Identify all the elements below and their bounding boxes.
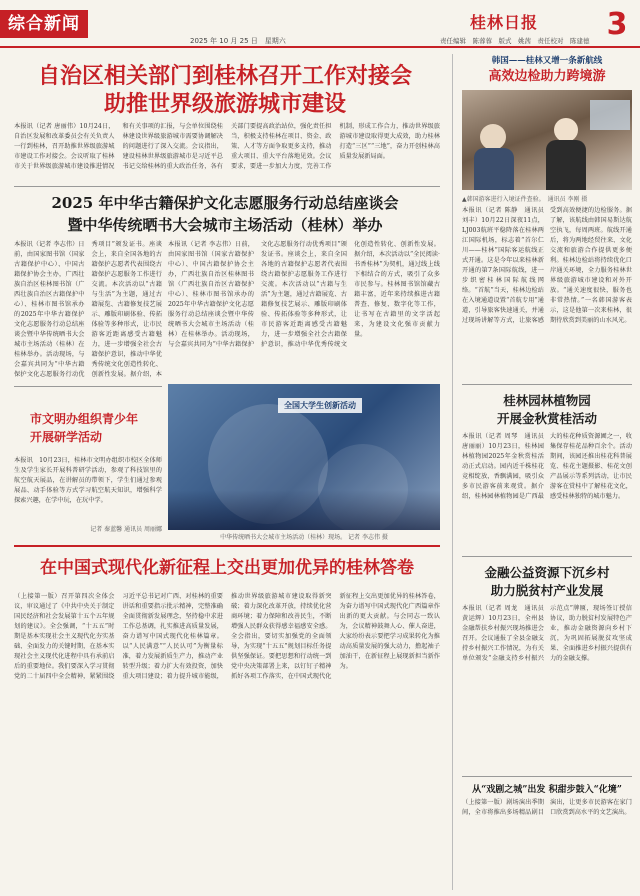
issue-date: 2025 年 10 月 25 日 星期六 bbox=[190, 37, 286, 45]
divider bbox=[462, 776, 632, 777]
story2-caption-credit: 记者 李志伟 摄 bbox=[348, 534, 388, 541]
divider bbox=[14, 386, 162, 387]
story-b-body: 本报讯（记者 周琴 通讯员 唐丽丽）10月23日，桂林园林植物园2025年金秋赏桂活动正式启动。园内近千株桂花竞相绽放，香飘满园，吸引众多市民游客前来观赏。据介绍，桂林园林植物园是广西最大的桂花种质资源圃之一，收集保存桂花品种百余个。活动期间，该园还推出桂花科普展览、桂花主题摄影、桂花文创产品展示等系列活动，让市民游客在赏桂中了解桂花文化，感受桂林独特的城市魅力。 bbox=[462, 433, 632, 500]
story-a-photo-caption: ▲韩国游客进行入境证件查验。 通讯员 李刚 摄 bbox=[462, 196, 588, 203]
divider bbox=[462, 384, 632, 385]
lead-story-title-line2: 助推世界级旅游城市建设 bbox=[103, 91, 346, 117]
lead-story-title-line1: 自治区相关部门到桂林召开工作对接会 bbox=[37, 63, 412, 89]
lead-story-title bbox=[20, 62, 430, 118]
story3-title bbox=[14, 410, 180, 446]
photo-banner: 全国大学生创新活动 bbox=[278, 398, 362, 413]
story3-title-line1: 市文明办组织青少年 bbox=[30, 412, 139, 426]
story2-title bbox=[20, 192, 430, 236]
story4-body: （上接第一版）召开第四次全体会议，审议通过了《中共中央关于制定国民经济和社会发展第十五个五年规划的建议》。全会强调，“十五五”时期是基本实现社会主义现代化夯实基础、全面发力的关键时期，在基本实现社会主义现代化进程中具有承前启后的重要地位。我们要深入学习贯彻党的二十届四中全会精神，紧紧围绕习近平总书记对广西、对桂林的重要讲话和重要指示批示精神，完整准确全面贯彻新发展理念，坚持稳中求进工作总基调，扎实推进高质量发展，奋力谱写中国式现代化桂林篇章。以“人民满意”“人民认可”为衡量标准，着力发展新质生产力，推动产业转型升级；着力扩大有效投资，加快重大项目建设；着力提升城市能级，推动世界级旅游城市建设取得新突破；着力深化改革开放，持续优化营商环境；着力保障和改善民生，不断增强人民群众获得感幸福感安全感。全会指出，要切实加强党的全面领导，为实现“十五五”规划目标任务提供坚强保证。要把思想和行动统一到党中央决策部署上来，以钉钉子精神抓好各项工作落实，在中国式现代化新征程上交出更加优异的桂林答卷，为奋力谱写中国式现代化广西篇章作出新的更大贡献。与会同志一致认为，会议精神鼓舞人心、催人奋进，大家纷纷表示要把学习成果转化为推动高质量发展的强大动力，撸起袖子加油干，在新征程上展现新担当新作为。 bbox=[14, 593, 440, 680]
story-a-title: 高效边检助力跨境游 bbox=[488, 69, 606, 84]
header-rule bbox=[0, 46, 640, 48]
story2-body: 本报讯（记者 李志伟）日前，由国家图书馆（国家古籍保护中心）、中国古籍保护协会主办，广西壮族自治区桂林图书馆（广西壮族自治区古籍保护中心）、桂林市图书馆承办的2025年中华古籍保护文化志愿服务行动总结座谈会暨中华传统晒书大会城市主场活动（桂林）在桂林举办。活动现场，与会嘉宾共同为“中华古籍保护文化志愿服务行动优秀项目”颁发证书。座谈会上，来自全国各地的古籍保护志愿者代表围绕古籍保护志愿服务工作进行交流。本次活动以“古籍与生活”为主题，通过古籍展览、古籍修复技艺展示、雕版印刷体验、传拓体验等多种形式，让市民游客近距离感受古籍魅力，进一步增强全社会古籍保护意识，推动中华优秀传统文化创造性转化、创新性发展。据介绍，本 bbox=[14, 241, 162, 378]
story3-body: 本报讯 10月23日，桂林市文明办组织市校区全体师生及学生家长开展科普研学活动，参观了科技馆里的航空航天展品，在讲解员的带领下，学生们通过参观展品、动手体验等方式学习航空航天知识，增强科学探索兴趣，在学中玩，在玩中学。 bbox=[14, 457, 162, 504]
section-badge: 综合新闻 bbox=[0, 10, 88, 38]
divider bbox=[14, 545, 440, 547]
story-c-title-line1: 金融公益资源下沉乡村 bbox=[484, 565, 610, 580]
divider bbox=[14, 186, 440, 187]
story-c-body: 本报讯（记者 周龙 通讯员 黄运辉）10月23日，全州县金融帮扶乡村振兴现场推进会召开。会议通报了全县金融支持乡村振兴工作情况，为有关单位颁发“金融支持乡村振兴示范点”牌匾，现场签订授信协议，助力脱贫村发展特色产业，推动金融资源向乡村下沉，为巩固拓展脱贫攻坚成果、全面推进乡村振兴提供有力的金融支撑。 bbox=[462, 605, 632, 662]
story-c-title bbox=[462, 564, 632, 600]
story-a-body: 本报讯（记者 陈静 通讯员 刘丰）10月22日深夜11点，LJ003航班平稳降落在桂林两江国际机场，标志着“首尔仁川——桂林”国际客运航线正式开通。这是今年以来桂林新开通的第7条国际航线，进一步织密桂林国际航线网络。“首航”当天，桂林边检站在入境通道设置“首航专用”通道，引导旅客快速通关，并通过现场讲解等方式，让旅客感受到高效便捷的边检服务。据了解，该航线由韩国易斯达航空执飞，每周两班。航线开通后，将为两地经贸往来、文化交流和旅游合作提供更多便利。桂林边检站将持续优化口岸通关环境，全力服务桂林世界级旅游城市建设和对外开放。“通关速度很快，服务也非常热情。”一名韩国游客表示，这是他第一次来桂林，很期待欣赏到美丽的山水风光。 bbox=[462, 207, 632, 324]
lead-story-body: 本报讯（记者 唐丽伟）10月24日，自治区发展和改革委员会有关负责人一行到桂林，召开助推世界级旅游城市建设工作对接会。会议听取了桂林市关于世界级旅游城市建设推进情况和有关事项的汇报，与会单位围绕桂林建设世界级旅游城市需要协调解决的问题进行了深入交流。会议指出，建设桂林世界级旅游城市是习近平总书记交给桂林的重大政治任务，各有关部门要提高政治站位，强化责任担当，积极支持桂林在项目、资金、政策、人才等方面争取更多支持，推动重大项目、重大平台落地见效。会议要求，要进一步加大力度，完善工作机制，形成工作合力，推动世界级旅游城市建设取得更大成效，助力桂林打造“三区”“三地”，奋力开创桂林高质量发展新局面。 bbox=[14, 123, 440, 170]
story2-title-line1: 2025 年中华古籍保护文化志愿服务行动总结座谈会 bbox=[51, 194, 399, 212]
story-a-photo bbox=[462, 90, 632, 190]
story-d-body: （上接第一版）剧场演出季期间，全市将推出多场精品剧目演出，让更多市民游客在家门口欣赏到高水平的文艺演出。 bbox=[462, 799, 632, 816]
story-b-title-line2: 开展金秋赏桂活动 bbox=[496, 411, 597, 426]
story2-photo-caption bbox=[168, 532, 440, 541]
story2-photo bbox=[168, 384, 440, 530]
story-b-title bbox=[462, 392, 632, 428]
story3-credit: 记者 秦蓝馨 通讯员 周丽娜 bbox=[90, 526, 162, 533]
story4-title: 在中国式现代化新征程上交出更加优异的桂林答卷 bbox=[40, 558, 414, 578]
story-b-title-line1: 桂林园林植物园 bbox=[503, 393, 591, 408]
editor-credits: 责任编辑 陈蓉蓉 版式 姚茜 责任校对 陈建德 bbox=[440, 37, 590, 45]
story-a-kicker: 韩国——桂林又增一条新航线 bbox=[491, 56, 603, 66]
divider bbox=[462, 556, 632, 557]
story2-caption-text: 中华传统晒书大会城市主场活动（桂林）现场。 bbox=[220, 534, 347, 541]
story-c-title-line2: 助力脱贫村产业发展 bbox=[490, 583, 604, 598]
masthead-logo: 桂林日报 bbox=[470, 13, 539, 32]
page-number: 3 bbox=[606, 7, 628, 42]
story3-title-line2: 开展研学活动 bbox=[30, 430, 103, 444]
column-divider bbox=[452, 54, 453, 890]
story-d-title: 从“戏剧之城”出发 积甜步鼓入“化境” bbox=[472, 785, 622, 795]
story2-title-line2: 暨中华传统晒书大会城市主场活动（桂林）举办 bbox=[67, 216, 383, 234]
story2-body-cont: 本报讯（记者 李志伟）日前，由国家图书馆（国家古籍保护中心）、中国古籍保护协会主办，广西壮族自治区桂林图书馆（广西壮族自治区古籍保护中心）、桂林市图书馆承办的2025年中华古籍保护文化志愿服务行动总结座谈会暨中华传统晒书大会城市主场活动（桂林）在桂林举办。活动现场，与会嘉宾共同为“中华古籍保护文化志愿服务行动优秀项目”颁发证书。座谈会上，来自全国各地的古籍保护志愿者代表围绕古籍保护志愿服务工作进行交流。本次活动以“古籍与生活”为主题，通过古籍展览、古籍修复技艺展示、雕版印刷体验、传拓体验等多种形式，让市民游客近距离感受古籍魅力，进一步增强全社会古籍保护意识，推动中华优秀传统文化创造性转化、创新性发展。据介绍，本次活动以“全民阅读·书香桂林”为契机，通过线上线下相结合的方式，吸引了众多市民参与。桂林图书馆馆藏古籍丰富，近年来持续推进古籍普查、修复、数字化等工作，让书写在古籍里的文字活起来，为建设文化强市贡献力量。 bbox=[168, 241, 440, 348]
